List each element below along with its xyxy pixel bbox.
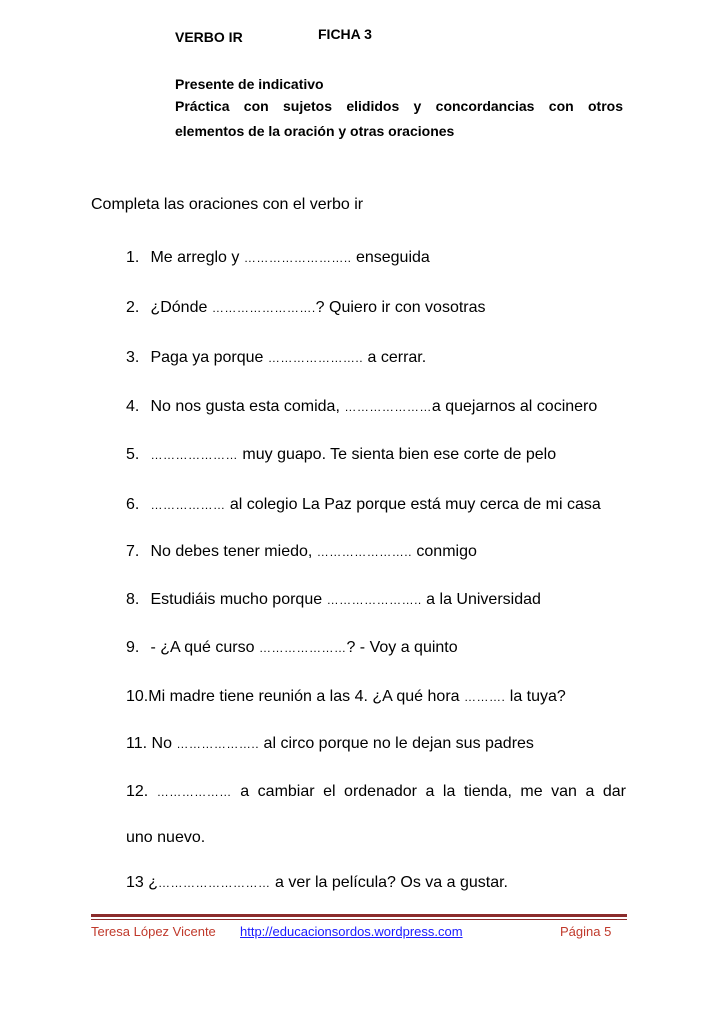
exercise-item xyxy=(126,735,534,753)
footer-link[interactable]: http://educacionsordos.wordpress.com xyxy=(240,924,463,939)
item-blank: ……………….. xyxy=(176,737,260,751)
exercise-item xyxy=(126,446,556,464)
item-text-before: Me arreglo y xyxy=(150,249,244,266)
item-text-before: No nos gusta esta comida, xyxy=(150,398,345,415)
item-number: 5. xyxy=(126,446,140,463)
worksheet-subtitle: Presente de indicativo xyxy=(175,76,324,92)
item-text-before: Mi madre tiene reunión a las 4. ¿A qué hora xyxy=(148,688,464,705)
item-text-before: No debes tener miedo, xyxy=(150,543,317,560)
exercise-item xyxy=(126,496,601,514)
footer-divider-thin xyxy=(91,919,627,920)
item-text-after: enseguida xyxy=(351,249,430,266)
item-number: 11. xyxy=(126,735,148,752)
item-number: 3. xyxy=(126,349,140,366)
worksheet-description-line-2: elementos de la oración y otras oraciones xyxy=(175,123,455,139)
item-blank: ………………… xyxy=(344,400,432,414)
item-number: 7. xyxy=(126,543,140,560)
item-number: 9. xyxy=(126,639,140,656)
exercise-item xyxy=(126,299,486,317)
item-text-after: a cerrar. xyxy=(363,349,427,366)
exercise-item xyxy=(126,783,626,801)
item-text-after: a cambiar el ordenador a la tienda, me van a dar xyxy=(231,783,626,800)
exercise-item xyxy=(126,874,508,892)
item-text-before: ¿ xyxy=(148,874,159,891)
worksheet-title: VERBO IR xyxy=(175,29,243,45)
item-text-before: Paga ya porque xyxy=(150,349,268,366)
item-blank: ………………….. xyxy=(316,545,412,559)
item-text-before: Estudiáis mucho porque xyxy=(150,591,327,608)
item-number: 13 xyxy=(126,874,144,891)
footer-divider xyxy=(91,914,627,917)
item-number: 6. xyxy=(126,496,140,513)
item-text-after: a quejarnos al cocinero xyxy=(431,398,598,415)
exercise-item xyxy=(126,591,541,609)
item-number: 12. xyxy=(126,783,149,800)
exercise-item xyxy=(126,249,430,267)
item-text-before: No xyxy=(151,735,177,752)
item-text-after: la tuya? xyxy=(505,688,566,705)
worksheet-number: FICHA 3 xyxy=(318,26,372,42)
item-blank: ………………… xyxy=(258,641,347,655)
item-number: 4. xyxy=(126,398,140,415)
item-number: 10. xyxy=(126,688,149,705)
item-text-before: - ¿A qué curso xyxy=(150,639,259,656)
exercise-item xyxy=(126,639,458,657)
item-text-before: uno nuevo. xyxy=(126,829,206,846)
item-text-after: conmigo xyxy=(411,543,477,560)
item-text-after: ? - Voy a quinto xyxy=(346,639,458,656)
item-blank: ………………… xyxy=(150,448,238,462)
item-blank: ……………………… xyxy=(158,876,271,890)
page-number: Página 5 xyxy=(560,924,612,939)
item-blank: …………………….. xyxy=(243,251,352,265)
item-blank: ……………………. xyxy=(211,301,316,315)
exercise-item xyxy=(126,688,566,706)
item-text-after: al circo porque no le dejan sus padres xyxy=(259,735,534,752)
exercise-item xyxy=(126,398,597,416)
item-blank: ………………….. xyxy=(267,351,364,365)
instruction: Completa las oraciones con el verbo ir xyxy=(91,196,364,213)
item-number: 1. xyxy=(126,249,140,266)
item-blank: ………………….. xyxy=(326,593,422,607)
item-blank: ……………… xyxy=(150,498,226,512)
item-text-after: ? Quiero ir con vosotras xyxy=(315,299,486,316)
item-text-after: al colegio La Paz porque está muy cerca de mi casa xyxy=(225,496,601,513)
item-blank: ……………… xyxy=(156,785,232,799)
item-text-after: muy guapo. Te sienta bien ese corte de pelo xyxy=(237,446,557,463)
footer-author: Teresa López Vicente xyxy=(91,924,216,939)
exercise-item xyxy=(126,349,426,367)
item-blank: ………. xyxy=(463,690,506,704)
worksheet-description-line-1: Práctica con sujetos elididos y concordancias con otros xyxy=(175,98,623,114)
item-number: 8. xyxy=(126,591,140,608)
item-number: 2. xyxy=(126,299,140,316)
item-text-before: ¿Dónde xyxy=(150,299,212,316)
exercise-item xyxy=(126,543,477,561)
item-text-after: a la Universidad xyxy=(421,591,541,608)
exercise-item-continuation xyxy=(126,829,205,847)
item-text-after: a ver la película? Os va a gustar. xyxy=(270,874,508,891)
